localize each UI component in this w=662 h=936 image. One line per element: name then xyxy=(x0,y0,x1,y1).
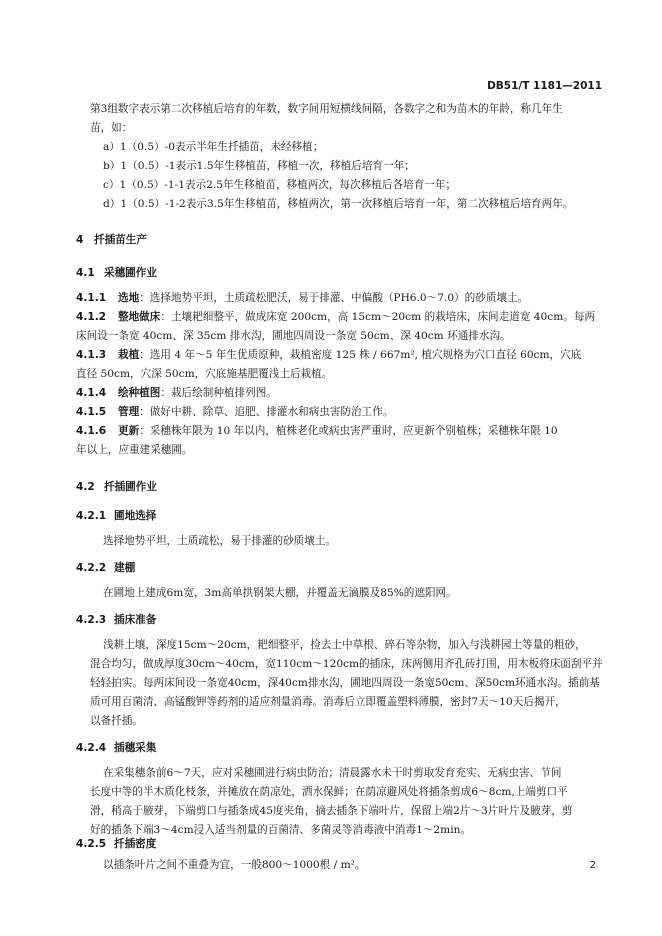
section-4-2-heading xyxy=(76,479,157,494)
clause-text: ：土壤耙细整平，做成床宽 200cm，高 15cm～20cm 的栽培床，床间走道宽 40cm。每两 xyxy=(160,311,596,323)
paragraph-4-2-3-line: 浅耕土壤，深度15cm～20cm，耙细整平，捡去土中草根、碎石等杂物，加入与浅耕园土等量的粗砂， xyxy=(103,639,586,651)
intro-item-b: b）1（0.5）-1表示1.5年生移植苗，移植一次，移植后培育一年； xyxy=(103,160,415,172)
section-number: 4.2.2 xyxy=(76,562,107,574)
clause-number: 4.1.1 xyxy=(76,292,107,304)
section-number: 4.2.3 xyxy=(76,614,107,626)
intro-line-2: 苗，如： xyxy=(90,122,133,134)
clause-label: 整地做床 xyxy=(118,311,161,323)
clause-4-1-5 xyxy=(76,403,393,422)
clause-4-1-6-cont: 年以上，应重建采穗圃。 xyxy=(76,444,193,456)
section-4-2-2-heading xyxy=(76,560,135,575)
section-title: 采穗圃作业 xyxy=(104,267,157,279)
clause-text: ：选用 4 年～5 年生优质原种，栽植密度 125 株 / 667m², 植穴规格为穴口直径 60cm，穴底 xyxy=(139,349,582,361)
section-title: 圃地选择 xyxy=(114,510,157,522)
clause-4-1-2-cont: 床间设一条宽 40cm、深 35cm 排水沟，圃地四周设一条宽 50cm、深 40cm 环通排水沟。 xyxy=(76,330,511,342)
clause-number: 4.1.2 xyxy=(76,311,107,323)
section-number: 4.2.4 xyxy=(76,742,107,754)
clause-label: 更新 xyxy=(118,425,140,437)
section-title: 扦插密度 xyxy=(114,838,157,850)
intro-item-d: d）1（0.5）-1-2表示3.5年生移植苗，移植两次，第一次移植后培育一年，第二次移植后培育两年。 xyxy=(103,198,574,210)
clause-label: 栽植 xyxy=(118,349,140,361)
section-title: 扦插苗生产 xyxy=(94,234,147,246)
clause-number: 4.1.5 xyxy=(76,406,107,418)
intro-item-a: a）1（0.5）-0表示半年生扦插苗，未经移植； xyxy=(103,141,324,153)
paragraph-4-2-3-line: 混合均匀，做成厚度30cm～40cm，宽110cm～120cm的插床，床两侧用齐孔砖打围，用木板将床面刮平并 xyxy=(90,658,603,670)
paragraph-4-2-3-line: 轻轻拍实。每两床间设一条宽40cm，深40cm排水沟，圃地四周设一条宽50cm、深50cm环通水沟。插前基 xyxy=(90,677,600,689)
clause-4-1-2 xyxy=(76,308,595,327)
clause-4-1-3 xyxy=(76,346,581,365)
paragraph-4-2-5: 以插条叶片之间不重叠为宜，一般800～1000根 / m²。 xyxy=(103,859,366,871)
section-number: 4 xyxy=(76,234,84,246)
clause-label: 绘种植图 xyxy=(118,387,161,399)
section-4-2-1-heading xyxy=(76,508,156,523)
paragraph-4-2-4-line: 滑，稍高于腋芽，下端剪口与插条成45度夹角，摘去插条下端叶片，保留上端2片～3片叶片及腋芽，剪 xyxy=(90,805,573,817)
paragraph-4-2-4-line: 在采集穗条前6～7天，应对采穗圃进行病虫防治；清晨露水未干时剪取发育充实、无病虫害、节间 xyxy=(103,767,562,779)
section-number: 4.1 xyxy=(76,267,95,279)
paragraph-4-2-4-line: 好的插条下端3～4cm浸入适当剂量的百菌清、多菌灵等消毒液中消毒1～2min。 xyxy=(90,824,472,836)
clause-4-1-3-cont: 直径 50cm，穴深 50cm，穴底施基肥覆浅土后栽植。 xyxy=(76,368,333,380)
section-number: 4.2.5 xyxy=(76,838,107,850)
clause-text: ：选择地势平坦，土质疏松肥沃，易于排灌、中偏酸（PH6.0～7.0）的砂质壤土。 xyxy=(139,292,529,304)
paragraph-4-2-3-line: 以备扦插。 xyxy=(90,715,143,727)
intro-item-c: c）1（0.5）-1-1表示2.5年生移植苗，移植两次，每次移植后各培育一年； xyxy=(103,179,457,191)
section-4-2-5-heading xyxy=(76,836,156,851)
clause-4-1-6 xyxy=(76,422,558,441)
clause-text: ：栽后绘制种植排列图。 xyxy=(160,387,277,399)
section-4-1-heading xyxy=(76,265,157,280)
clause-label: 管理 xyxy=(118,406,140,418)
section-number: 4.2.1 xyxy=(76,510,107,522)
clause-4-1-4 xyxy=(76,384,277,403)
paragraph-4-2-4-line: 长度中等的半木质化枝条，并摊放在荫凉处，洒水保鲜；在荫凉避风处将插条剪成6～8cm,上端剪口平 xyxy=(90,786,568,798)
section-4-2-3-heading xyxy=(76,612,156,627)
section-title: 插穗采集 xyxy=(114,742,157,754)
section-title: 建棚 xyxy=(114,562,136,574)
document-id-header: DB51/T 1181—2011 xyxy=(487,80,602,92)
page-number: 2 xyxy=(589,860,596,871)
clause-label: 选地 xyxy=(118,292,140,304)
section-title: 扦插圃作业 xyxy=(104,481,157,493)
clause-number: 4.1.3 xyxy=(76,349,107,361)
section-4-heading xyxy=(76,232,147,247)
paragraph-4-2-1: 选择地势平坦，土质疏松，易于排灌的砂质壤土。 xyxy=(103,535,337,547)
section-number: 4.2 xyxy=(76,481,95,493)
intro-line-1: 第3组数字表示第二次移植后培育的年数，数字间用短横线间隔，各数字之和为苗木的年龄，称几年生 xyxy=(90,103,563,115)
clause-text: ：采穗株年限为 10 年以内，植株老化或病虫害严重时，应更新个别植株；采穗株年限 10 xyxy=(139,425,558,437)
clause-4-1-1 xyxy=(76,289,528,308)
clause-number: 4.1.4 xyxy=(76,387,107,399)
paragraph-4-2-2: 在圃地上建成6m宽，3m高单拱钢架大棚，并覆盖无滴膜及85%的遮阳网。 xyxy=(103,587,457,599)
clause-number: 4.1.6 xyxy=(76,425,107,437)
section-4-2-4-heading xyxy=(76,740,156,755)
paragraph-4-2-3-line: 质可用百菌清、高锰酸钾等药剂的适应剂量消毒。消毒后立即覆盖塑料薄膜，密封7天～10天后揭开， xyxy=(90,696,566,708)
clause-text: ：做好中耕、除草、追肥、排灌水和病虫害防治工作。 xyxy=(139,406,394,418)
section-title: 插床准备 xyxy=(114,614,157,626)
